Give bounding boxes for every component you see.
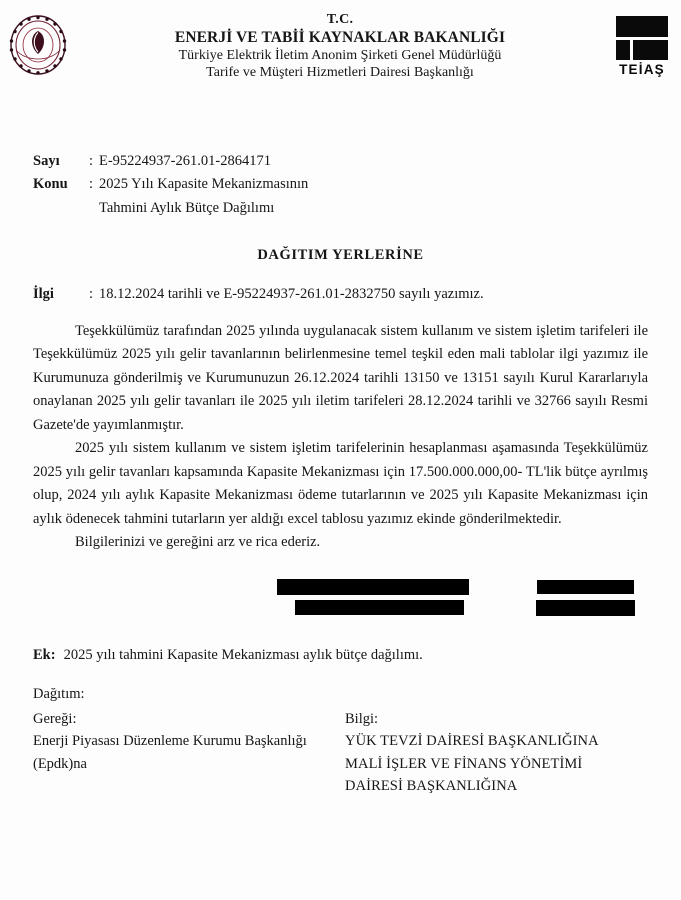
turkish-state-emblem-icon [8,14,68,76]
meta-row-konu [33,173,513,196]
distribution-title: Dağıtım: [33,686,85,702]
ilgi-label: İlgi [33,286,54,302]
addressee-heading: DAĞITIM YERLERİNE [257,247,424,263]
document-body [33,320,648,555]
ministry-line: ENERJİ VE TABİİ KAYNAKLAR BAKANLIĞI [174,28,506,46]
body-paragraph-3: Bilgilerinizi ve gereğini arz ve rica ederiz. [75,534,321,551]
attachment-label: Ek: [33,647,56,663]
distribution-info-heading: Bilgi: [345,711,379,727]
distribution-info-item-2: MALİ İŞLER VE FİNANS YÖNETİMİ [345,755,583,772]
distribution-info-column [345,708,655,798]
distribution-required-item-1: Enerji Piyasası Düzenleme Kurumu Başkanlığı [33,733,307,750]
teias-logo-rect [633,40,668,60]
directorate-line: Türkiye Elektrik İletim Anonim Şirketi Genel Müdürlüğü [178,47,502,63]
konu-value-line1: 2025 Yılı Kapasite Mekanizmasının [99,176,309,193]
sayi-label: Sayı [33,153,60,169]
konu-value-line2: Tahmini Aylık Bütçe Dağılımı [99,199,275,216]
teias-wordmark: TEİAŞ [619,62,665,77]
document-meta-block [33,150,513,220]
sayi-value: E-95224937-261.01-2864171 [99,153,271,169]
distribution-required-heading: Gereği: [33,711,77,727]
reference-line [33,286,633,303]
republic-line: T.C. [326,12,354,27]
signature-redaction-bar-4 [536,600,635,616]
attachment-value: 2025 yılı tahmini Kapasite Mekanizması aylık bütçe dağılımı. [63,647,423,663]
teias-logo-square [616,40,630,60]
body-paragraph-1: Teşekkülümüz tarafından 2025 yılında uygulanacak sistem kullanım ve sistem işletim tarifeleri ile Teşekkülümüz 2025 yılı gelir tavanlarının belirlenmesine temel teşkil eden mali tablolar ilgi yazımız ile Kurumunuza gönderilmiş ve Kurumunuzun 26.12.2024 tarihli 13150 ve 13151 sayılı Kurul Kararlarıyla onaylanan 2025 yılı gelir tavanları ile 2025 yılı iletim tarifeleri 28.12.2024 tarihli ve 32766 sayılı Resmi Gazete'de yayımlanmıştır. [33,323,648,433]
sayi-colon: : [89,153,94,169]
teias-logo-icon [612,16,672,82]
konu-label: Konu [33,176,68,193]
signature-redaction-bar-3 [537,580,634,594]
distribution-required-item-2: (Epdk)na [33,755,87,772]
department-line: Tarife ve Müşteri Hizmetleri Dairesi Başkanlığı [206,65,474,81]
distribution-required-column [33,708,343,775]
document-header [0,0,681,115]
body-paragraph-2: 2025 yılı sistem kullanım ve sistem işletim tarifelerinin hesaplanması aşamasında Teşekkülümüz 2025 yılı gelir tavanları kapsamında Kapasite Mekanizması için 17.500.000.000,00- TL'lik bütçe ayrılmış olup, 2024 yılı aylık Kapasite Mekanizması ödeme tutarlarının ve 2025 yılı Kapasite Mekanizması için aylık ödenecek tahmini tutarların yer aldığı excel tablosu yazımız ekinde gönderilmektedir. [33,440,648,527]
meta-row-sayi [33,150,513,173]
attachment-line [33,647,593,664]
ilgi-colon: : [89,286,94,302]
distribution-info-item-1: YÜK TEVZİ DAİRESİ BAŞKANLIĞINA [345,733,599,750]
signature-redaction-bar-1 [277,579,469,595]
signature-redaction-bar-2 [295,600,464,615]
teias-logo-bar-top [616,16,668,37]
ilgi-value: 18.12.2024 tarihli ve E-95224937-261.01-2832750 sayılı yazımız. [99,286,484,302]
distribution-info-item-3: DAİRESİ BAŞKANLIĞINA [345,778,518,795]
header-title-block [120,12,560,82]
konu-colon: : [89,176,94,193]
